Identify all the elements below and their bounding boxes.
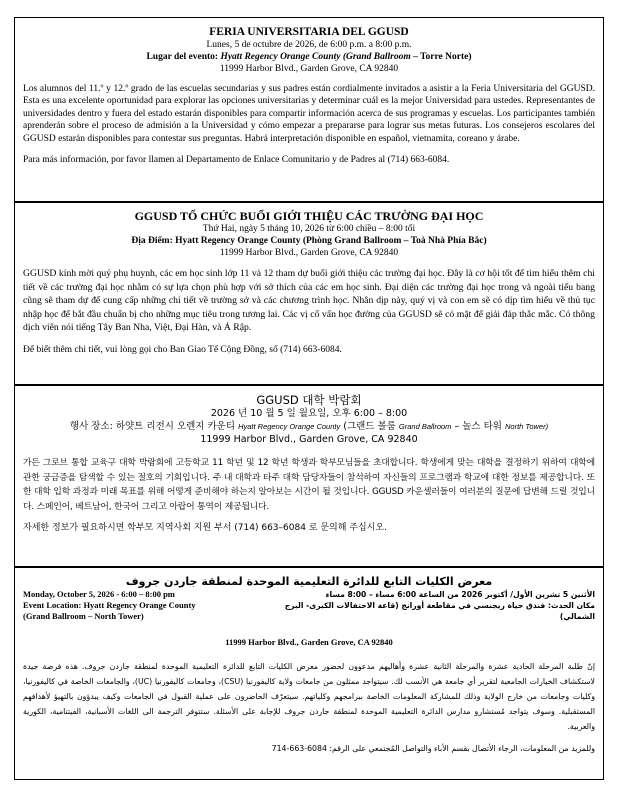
ko-location bbox=[15, 420, 603, 433]
ko-body: 가든 그로브 통합 교육구 대학 박람회에 고등학교 11 학년 및 12 학년 학생과 학부모님들을 초대합니다. 학생에게 맞는 대학을 결정하기 위하여 대학에 관한 궁금증을 탐색할 수 있는 절호의 기회입니다. 주 내 대학과 타주 대학 담당자들이 참석하여 자신들의 프로그램과 학교에 대한 정보를 제공합니다. 또한 대학 입학 과정과 미래 목표를 위해 어떻게 준비해야 하는지 알아보는 시간이 될 것입니다. GGUSD 카운셀러들이 여러분의 질문에 답변해 드릴 것입니다. 스페인어, 베트남어, 한국어 그리고 아랍어 통역이 제공됩니다. bbox=[23, 458, 595, 512]
ar-contact: وللمزيد من المعلومات، الرجاء الأتصال بقسم الأباء والتواصل المُجتمعي على الرقم: 6084-663-714 bbox=[271, 744, 595, 753]
ko-contact: 자세한 정보가 필요하시면 학부모 지역사회 지원 부서 (714) 663–6084 로 문의해 주십시오. bbox=[23, 523, 387, 534]
arabic-section bbox=[14, 567, 604, 780]
ko-location-mid: (그랜드 볼룸 bbox=[343, 421, 396, 432]
vi-body: GGUSD kính mời quý phụ huynh, các em học sinh lớp 11 và 12 tham dự buổi giới thiệu các trường đại học. Đây là cơ hội tốt để tìm hiểu thêm chi tiết về các trường đại học nhằm có sự lựa chọn phù hợp với sở thích của các em học sinh. Đại diện các trường đại học trong và ngoài tiểu bang cũng sẽ tham dự để cung cấp những chi tiết về trường sở và các chương trình học. Nhân dịp này, quý vị và con em sẽ có dịp tìm hiểu về thủ tục nhập học để bắt đầu chuẩn bị cho những mục tiêu trong tương lai. Các vị cố vấn học đường của GGUSD sẽ có mặt để giải đáp thắc mắc. Có thông dịch viên nói tiếng Tây Ban Nha, Việt, Đại Hàn, và Ả Rập. bbox=[23, 268, 595, 334]
ko-location-en2: Grand Ballroom bbox=[398, 422, 452, 431]
ar-location-en2: (Grand Ballroom – North Tower) bbox=[23, 611, 144, 621]
spanish-section bbox=[14, 17, 604, 202]
vi-date: Thứ Hai, ngày 5 tháng 10, 2026 từ 6:00 chiều – 8:00 tối bbox=[202, 224, 416, 234]
ko-location-en3: North Tower) bbox=[505, 422, 549, 431]
ko-title: GGUSD 대학 박람회 bbox=[256, 393, 362, 407]
es-location-venue: Hyatt Regency Orange County (Grand Ballroom bbox=[220, 52, 411, 62]
ar-event-info-english bbox=[23, 589, 253, 622]
ar-date-en: Monday, October 5, 2026 - 6:00 – 8:00 pm bbox=[23, 589, 175, 599]
es-body: Los alumnos del 11.º y 12.º grado de las escuelas secundarias y sus padres están cordialmente invitados a asistir a la Feria Universitaria del GGUSD. Esta es una excelente oportunidad para explorar las opciones universitarias y determinar cuál es la mejor Universidad para ustedes. Representantes de universidades dentro y fuera del estado estarán disponibles para compartir información acerca de sus programas y escuelas. Los participantes también aprenderán sobre el proceso de admisión a la Universidad y cómo empezar a prepararse para lograr sus metas futuras. Los consejeros escolares del GGUSD estarán disponibles para contestar sus preguntas. Habrá interpretación disponible en español, vietnamita, coreano y árabe. bbox=[23, 84, 595, 144]
es-address: 11999 Harbor Blvd., Garden Grove, CA 92840 bbox=[219, 64, 399, 74]
ar-event-info bbox=[15, 589, 603, 629]
vi-address: 11999 Harbor Blvd., Garden Grove, CA 92840 bbox=[219, 248, 399, 258]
ko-location-prefix: 행사 장소: 하얏트 리전시 오렌지 카운티 bbox=[69, 421, 236, 432]
vi-title: GGUSD TỔ CHỨC BUỔI GIỚI THIỆU CÁC TRƯỜNG ĐẠI HỌC bbox=[134, 209, 484, 223]
ko-location-en: Hyatt Regency Orange County bbox=[238, 422, 341, 431]
ko-address: 11999 Harbor Blvd., Garden Grove, CA 92840 bbox=[200, 434, 418, 445]
ar-event-info-arabic bbox=[265, 589, 595, 622]
es-title: FERIA UNIVERSITARIA DEL GGUSD bbox=[209, 26, 409, 38]
vi-contact: Để biết thêm chi tiết, vui lòng gọi cho Ban Giao Tế Cộng Đồng, số (714) 663-6084. bbox=[23, 344, 342, 355]
es-location-label: Lugar del evento: bbox=[146, 52, 219, 62]
ar-title: معرض الكليات التابع للدائرة التعليمية الموحدة لمنطقة جاردن جروف bbox=[125, 575, 493, 588]
ar-date-ar: الأثنين 5 تشرين الأول/ أكتوبر 2026 من الساعة 6:00 مساء – 8:00 مساء bbox=[325, 590, 595, 599]
ar-location-en: Event Location: Hyatt Regency Orange County bbox=[23, 600, 196, 610]
korean-section bbox=[14, 385, 604, 567]
es-contact: Para más información, por favor llamen al Departamento de Enlace Comunitario y de Padres al (714) 663-6084. bbox=[23, 155, 450, 166]
ko-location-tail: – 놀스 타워 bbox=[454, 421, 502, 432]
ar-location-ar: مكان الحدث: فندق حياة ريجنسي في مقاطعة أورانج (قاعة الاحتفالات الكبرى- البرج الشمالي) bbox=[284, 601, 595, 621]
es-date: Lunes, 5 de octubre de 2026, de 6:00 p.m. a 8:00 p.m. bbox=[206, 40, 412, 50]
ar-address: 11999 Harbor Blvd., Garden Grove, CA 92840 bbox=[225, 637, 393, 647]
ar-body: إنّ طلبة المرحلة الحادية عشرة والمرحلة الثانية عشرة وأهاليهم مدعوون لحضور معرض الكليات التابع للدائرة التعليمية الموحدة لمنطقة جاردن جروف. هذه فرصة جيدة لاستكشاف الخيارات الجامعية لتقرير أي جامعة هي الأنسب لك. سيتواجد ممثلون من جامعات ولاية كاليفورنيا (CSU)، وجامعات كاليفورنيا (UC)، والجامعات الخاصة في كاليفورنيا، وكليات وجامعات من خارج الولاية وذلك للمشاركة المعلومات الخاصة ببرامجهم وكلياتهم. سيتعرّف الحاضرون على عملية القبول في الجامعات وكيف يبدؤون بالتهيؤ لأهدافهم المستقبلية. وسوف يتواجد مُستشارو مدارس الدائرة التعليمية الموحدة لمنطقة جاردن جروف للإجابة على الأسئلة. ستتوفر الترجمة الى اللغات الأسبانية، الفيتنامية، الكورية والعربية. bbox=[23, 662, 595, 731]
vietnamese-section bbox=[14, 202, 604, 385]
ko-date: 2026 년 10 월 5 일 월요일, 오후 6:00 – 8:00 bbox=[210, 408, 408, 419]
es-location-suffix: – Torre Norte) bbox=[413, 52, 472, 62]
es-location bbox=[15, 51, 603, 63]
vi-location: Địa Điểm: Hyatt Regency Orange County (Phòng Grand Ballroom – Toà Nhà Phía Bắc) bbox=[131, 236, 487, 246]
